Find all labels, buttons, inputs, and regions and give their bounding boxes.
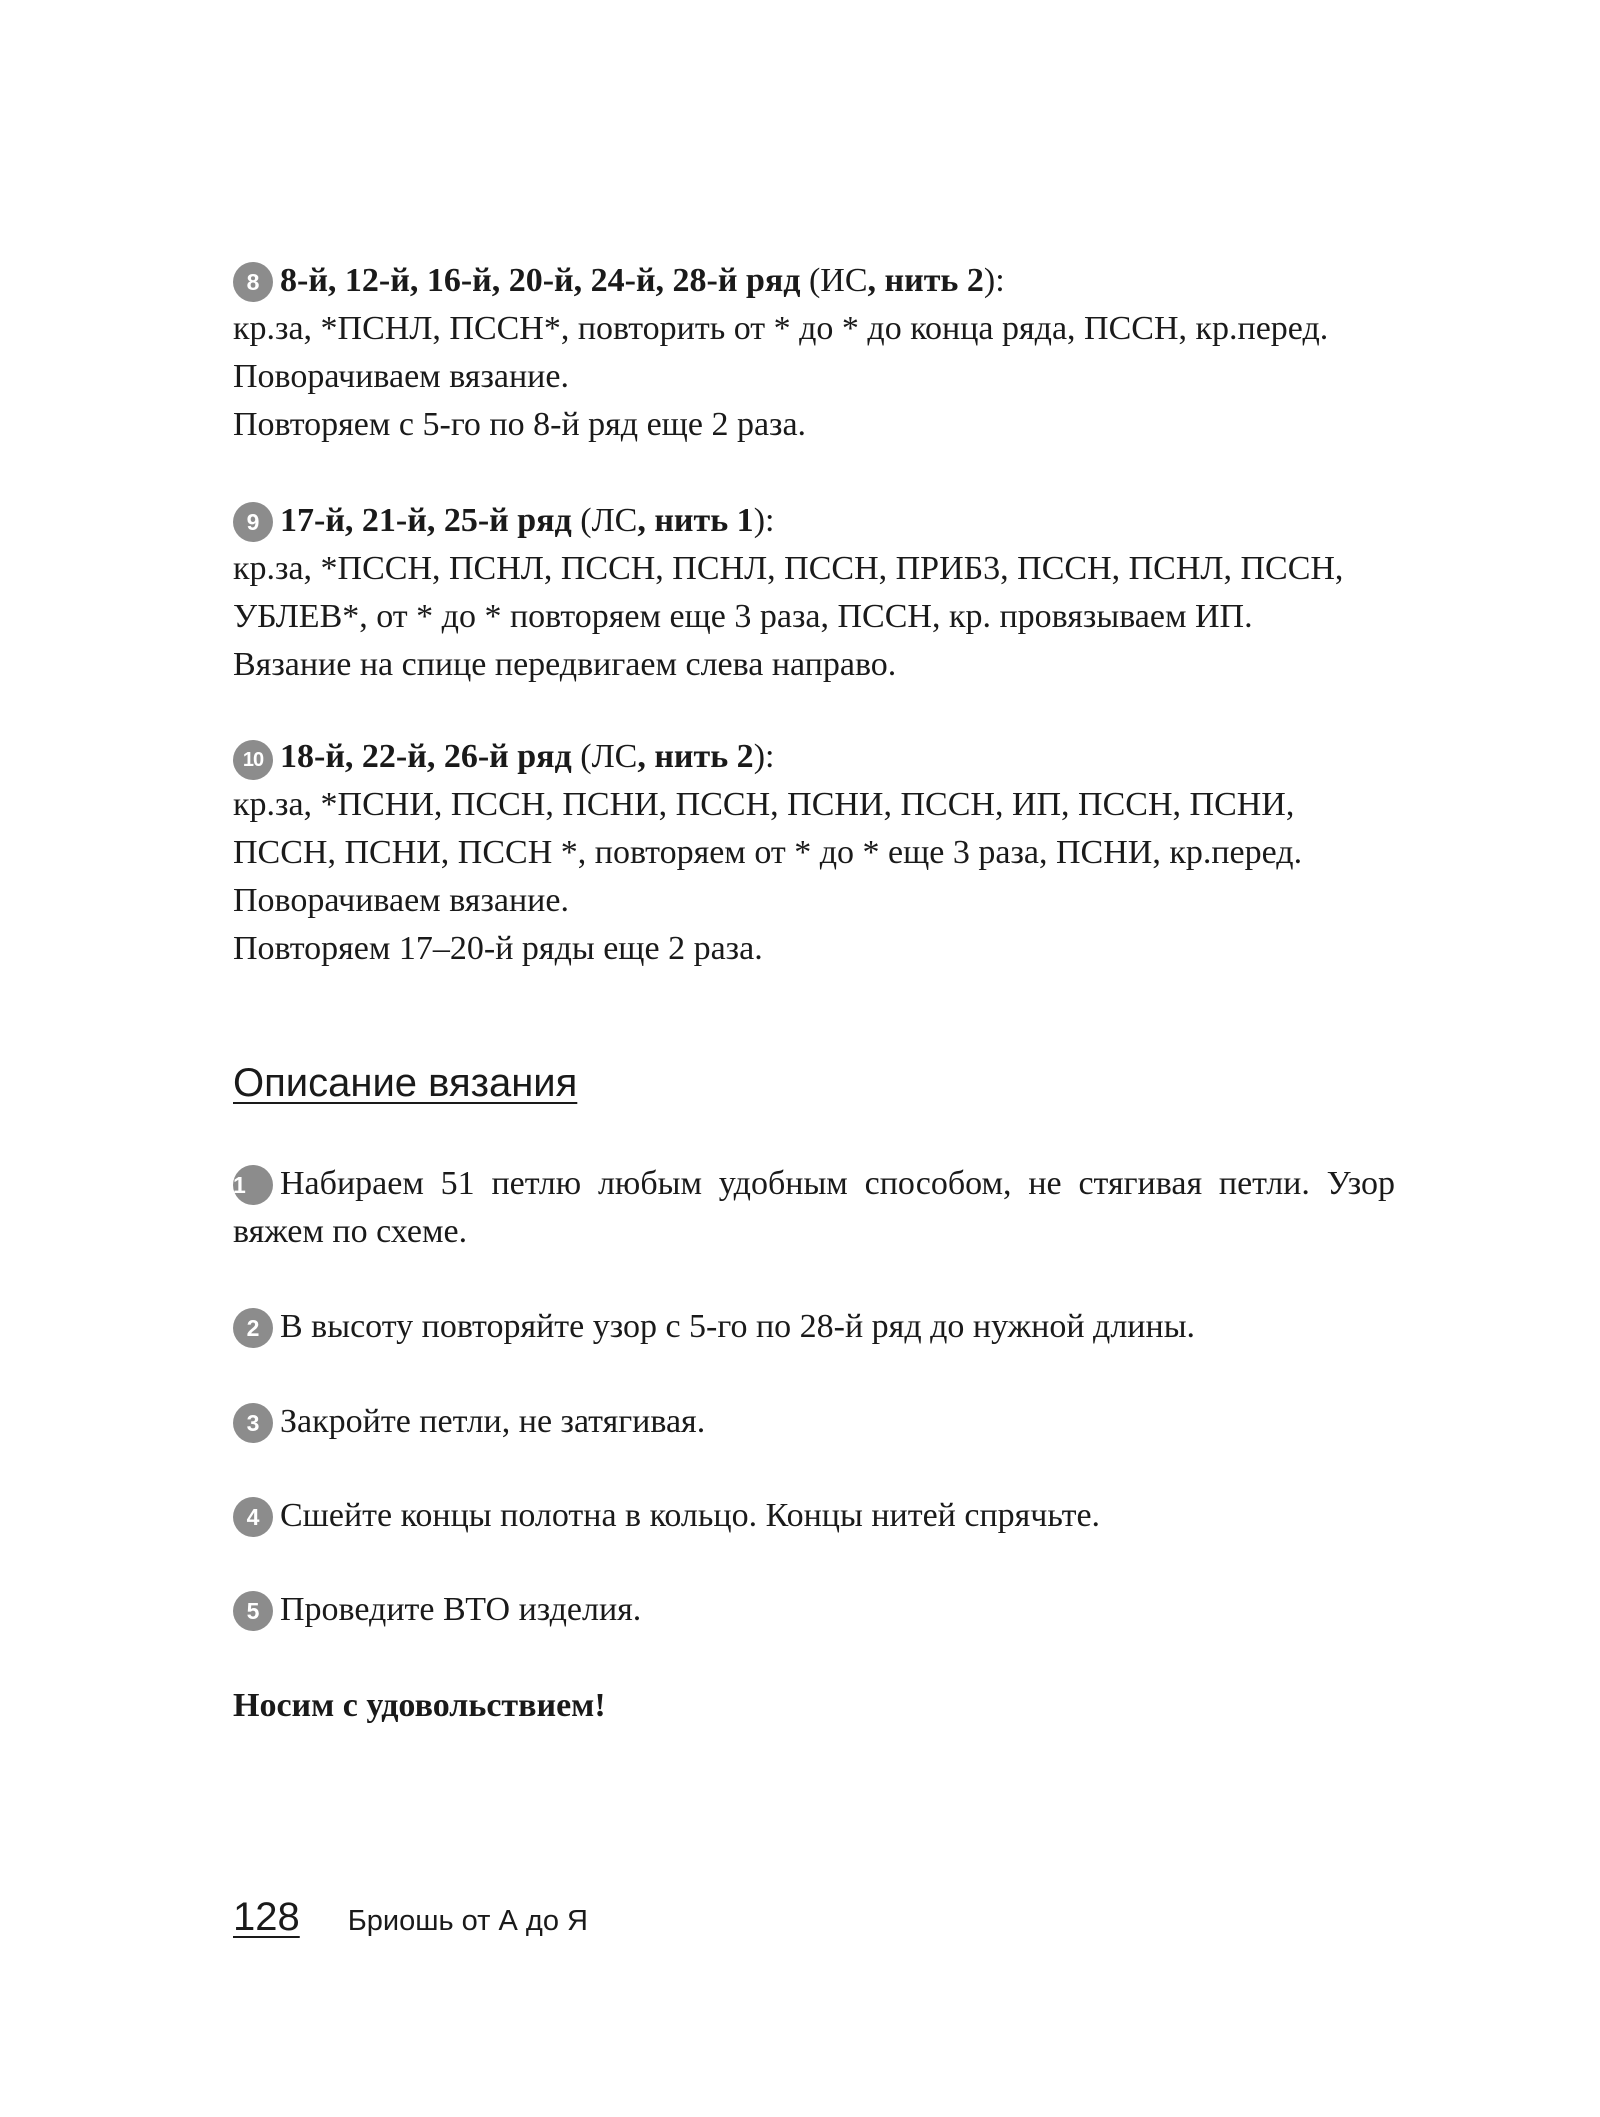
- book-title: Бриошь от А до Я: [347, 1905, 588, 1937]
- step-line: УБЛЕВ*, от * до * повторяем еще 3 раза, ПССН, кр. провязываем ИП.: [233, 598, 1253, 635]
- step-line: кр.за, *ПСНЛ, ПССН*, повторить от * до * до конца ряда, ПССН, кр.перед.: [233, 310, 1329, 347]
- page-footer: [233, 1895, 588, 1951]
- step-heading: [233, 733, 1395, 781]
- instruction-3: [233, 1398, 1395, 1446]
- pattern-step-8: [233, 257, 1395, 449]
- instruction-number-badge: 5: [233, 1591, 273, 1631]
- instruction-2: [233, 1303, 1395, 1351]
- closing-text: Носим с удовольствием!: [233, 1687, 606, 1724]
- step-line: кр.за, *ПСНИ, ПССН, ПСНИ, ПССН, ПСНИ, ПССН, ИП, ПССН, ПСНИ,: [233, 786, 1295, 823]
- instruction-text: Набираем 51 петлю любым удобным способом, не стягивая петли. Узор вяжем по схеме.: [233, 1165, 1395, 1250]
- side-label: (ЛС: [571, 502, 638, 539]
- thread-label: , нить 2: [637, 738, 754, 775]
- side-label: (ИС: [800, 262, 868, 299]
- step-line: кр.за, *ПССН, ПСНЛ, ПССН, ПСНЛ, ПССН, ПРИБ3, ПССН, ПСНЛ, ПССН,: [233, 550, 1344, 587]
- thread-label: , нить 1: [637, 502, 754, 539]
- heading-close: ):: [983, 262, 1005, 299]
- row-numbers: 18-й, 22-й, 26-й ряд: [280, 738, 572, 775]
- step-number-badge: 9: [233, 502, 273, 542]
- step-line: ПССН, ПСНИ, ПССН *, повторяем от * до * еще 3 раза, ПСНИ, кр.перед.: [233, 834, 1303, 871]
- side-label: (ЛС: [571, 738, 638, 775]
- step-line: Повторяем с 5-го по 8-й ряд еще 2 раза.: [233, 406, 807, 443]
- pattern-step-10: [233, 733, 1395, 973]
- instruction-text: В высоту повторяйте узор с 5-го по 28-й ряд до нужной длины.: [280, 1308, 1196, 1345]
- instruction-text: Сшейте концы полотна в кольцо. Концы нитей спрячьте.: [280, 1497, 1101, 1534]
- instruction-number-badge: 1: [233, 1165, 273, 1205]
- instruction-number-badge: 2: [233, 1308, 273, 1348]
- step-line: Повторяем 17–20-й ряды еще 2 раза.: [233, 930, 763, 967]
- instruction-text: Закройте петли, не затягивая.: [280, 1403, 706, 1440]
- instruction-4: [233, 1492, 1395, 1540]
- step-number-badge: 8: [233, 262, 273, 302]
- instruction-text: Проведите ВТО изделия.: [280, 1591, 642, 1628]
- step-line: Вязание на спице передвигаем слева направо.: [233, 646, 897, 683]
- step-line: Поворачиваем вязание.: [233, 882, 569, 919]
- heading-close: ):: [753, 738, 775, 775]
- heading-close: ):: [753, 502, 775, 539]
- section-heading: Описание вязания: [233, 1061, 578, 1105]
- pattern-step-9: [233, 497, 1395, 689]
- document-page: [233, 0, 1395, 2117]
- row-numbers: 8-й, 12-й, 16-й, 20-й, 24-й, 28-й ряд: [280, 262, 801, 299]
- page-number: 128: [233, 1895, 300, 1939]
- instruction-number-badge: 4: [233, 1497, 273, 1537]
- step-number-badge: 10: [233, 740, 273, 780]
- step-line: Поворачиваем вязание.: [233, 358, 569, 395]
- row-numbers: 17-й, 21-й, 25-й ряд: [280, 502, 572, 539]
- thread-label: , нить 2: [867, 262, 984, 299]
- instruction-5: [233, 1586, 1395, 1634]
- step-heading: [233, 497, 1395, 545]
- instruction-number-badge: 3: [233, 1403, 273, 1443]
- step-heading: [233, 257, 1395, 305]
- instruction-1: [233, 1160, 1395, 1256]
